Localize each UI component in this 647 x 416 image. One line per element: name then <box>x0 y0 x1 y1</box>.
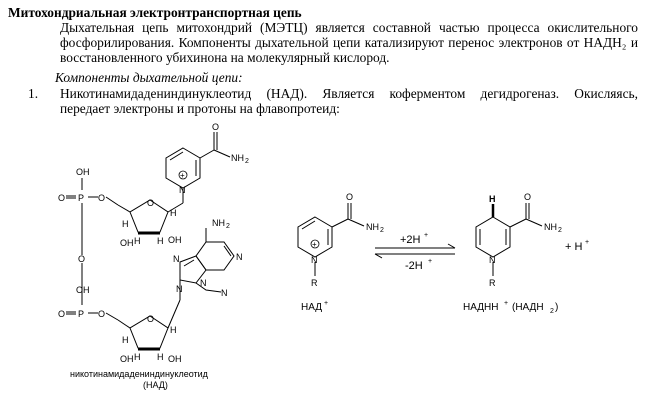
section-title: Митохондриальная электронтранспортная цепь <box>8 5 302 20</box>
label: H <box>157 352 164 362</box>
list-item-number: 1. <box>28 86 39 101</box>
label: O <box>78 254 86 264</box>
label: + <box>180 171 185 180</box>
label: O <box>98 309 106 319</box>
label: 2 <box>380 227 384 234</box>
nad-ox-label-sup: + <box>324 300 329 307</box>
label: O <box>58 309 66 319</box>
label: H <box>134 352 141 362</box>
label: O <box>58 193 66 203</box>
label: 2 <box>226 223 230 230</box>
label: H <box>122 219 129 229</box>
list-item-line: передает электроны и протоны на флавопротеид: <box>60 101 340 116</box>
label: 2 <box>245 158 249 165</box>
paragraph-line: Дыхательная цепь митохондрий (МЭТЦ) является составной частью процесса окислительного <box>60 20 638 35</box>
label: N <box>221 288 228 298</box>
label: NH <box>212 218 225 228</box>
label: O <box>524 192 532 202</box>
nadh-label: НАДНН <box>463 302 499 313</box>
label: 2 <box>558 227 562 234</box>
nad-caption: (НАД) <box>143 380 168 390</box>
nadh-label-paren: (НАДН <box>512 302 544 313</box>
nadh-reduced <box>476 203 542 276</box>
label: NH <box>366 222 379 232</box>
label: N <box>236 252 243 262</box>
label: O <box>98 193 106 203</box>
label: O <box>346 192 354 202</box>
equilibrium-arrows <box>375 244 455 258</box>
label: OH <box>120 238 134 248</box>
nad-caption: никотинамидадениндинуклеотид <box>70 369 208 379</box>
plus-proton: + H <box>565 241 583 253</box>
label: OH <box>120 354 134 364</box>
components-subheading: Компоненты дыхательной цепи: <box>55 70 243 85</box>
label: N <box>179 185 186 195</box>
label: OH <box>76 167 90 177</box>
label: R <box>311 278 318 288</box>
label: H <box>489 194 496 204</box>
nadh-label-sup: + <box>504 300 509 307</box>
label: N <box>176 284 183 294</box>
label: N <box>489 255 496 265</box>
nadh-label-close: ) <box>555 302 559 313</box>
plus-proton-sup: + <box>585 239 590 246</box>
label: OH <box>168 235 182 245</box>
nad-ox-label: НАД <box>301 302 322 313</box>
label: N <box>173 254 180 264</box>
forward-label: +2H <box>400 234 421 246</box>
label: H <box>170 325 177 335</box>
nicotinamide-ring <box>166 132 230 203</box>
nadh-label-sub: 2 <box>550 308 554 315</box>
label: N <box>311 255 318 265</box>
phosphate-chain <box>66 178 118 320</box>
label: OH <box>76 285 90 295</box>
label: H <box>157 236 164 246</box>
paragraph-line: фосфорилирования. Компоненты дыхательной цепи катализируют перенос электронов от НАДН₂ и <box>60 35 638 50</box>
label: + <box>312 240 317 249</box>
backward-label-sup: + <box>428 258 433 265</box>
backward-label: -2H <box>405 260 423 272</box>
label: H <box>134 236 141 246</box>
label: NH <box>231 153 244 163</box>
label: NH <box>544 222 557 232</box>
label: H <box>122 335 129 345</box>
label: P <box>78 309 85 319</box>
paragraph-line: восстановленного убихинона на молекулярный кислород. <box>60 50 390 65</box>
nad-structure <box>58 122 249 390</box>
label: OH <box>168 354 182 364</box>
label: O <box>147 198 155 208</box>
forward-label-sup: + <box>424 232 429 239</box>
label: H <box>170 208 177 218</box>
label: N <box>200 278 207 288</box>
list-item-line: Никотинамидадениндинуклеотид (НАД). Является коферментом дегидрогеназ. Окисляясь, <box>60 86 638 101</box>
label: O <box>147 314 155 324</box>
label: R <box>489 278 496 288</box>
label: O <box>212 122 220 132</box>
label: P <box>78 193 85 203</box>
nad-oxidized <box>298 203 364 276</box>
